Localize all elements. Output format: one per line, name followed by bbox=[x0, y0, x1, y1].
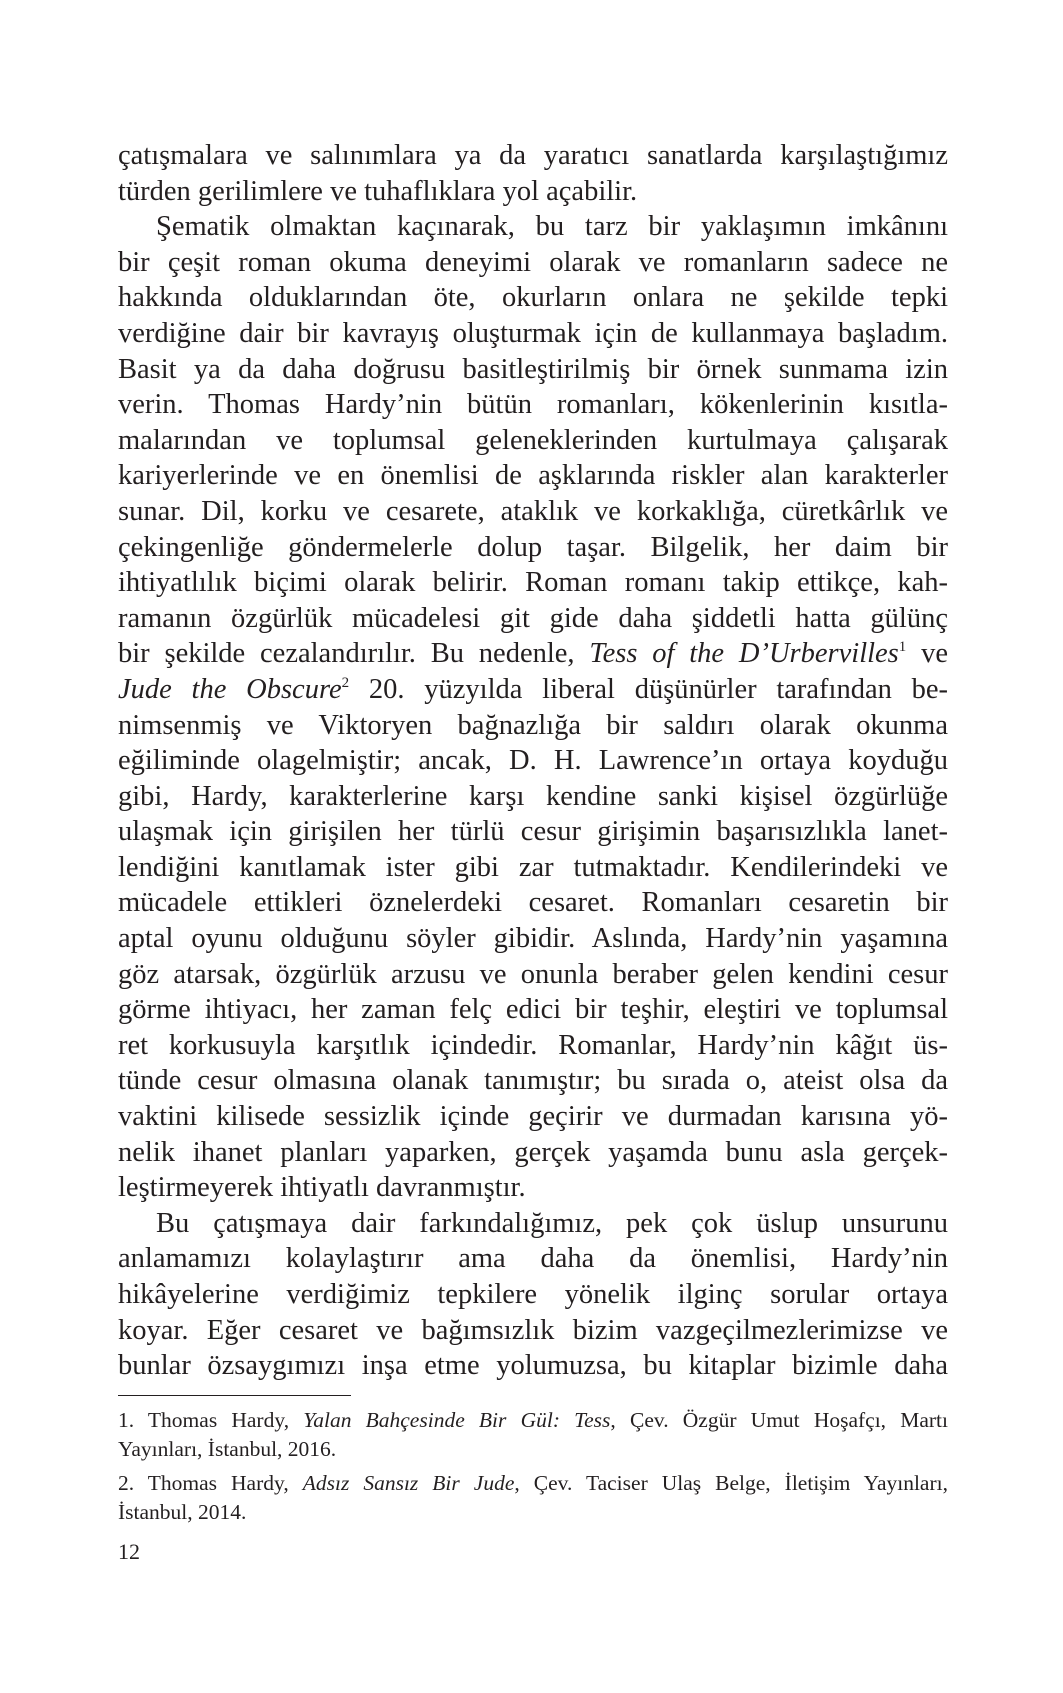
footnote-text: 2. Thomas Hardy, bbox=[118, 1471, 303, 1495]
body-line: verdiğine dair bir kavrayış oluşturmak için de kullanmaya başladım. bbox=[118, 317, 948, 349]
body-line: bunlar özsaygımızı inşa etme yolumuzsa, bu kitaplar bizimle daha bbox=[118, 1350, 948, 1382]
book-title-jude: Jude the Obscure bbox=[118, 673, 342, 705]
footnote-line: Yayınları, İstanbul, 2016. bbox=[118, 1437, 337, 1461]
body-line: kariyerlerinde ve en önemlisi de aşklarında riskler alan karakterler bbox=[118, 460, 948, 492]
body-line: verin. Thomas Hardy’nin bütün romanları, kökenlerinin kısıtla- bbox=[118, 389, 948, 421]
body-line-text: 20. yüzyılda liberal düşünürler tarafından be- bbox=[349, 673, 949, 705]
body-line: Basit ya da daha doğrusu basitleştirilmiş bir örnek sunmama izin bbox=[118, 353, 948, 385]
body-line: leştirmeyerek ihtiyatlı davranmıştır. bbox=[118, 1172, 526, 1204]
body-line: Şematik olmaktan kaçınarak, bu tarz bir yaklaşımın imkânını bbox=[156, 211, 948, 243]
body-line: vaktini kilisede sessizlik içinde geçirir ve durmadan karısına yö- bbox=[118, 1101, 948, 1133]
body-text bbox=[118, 138, 948, 1384]
body-line: nimsenmiş ve Viktoryen bağnazlığa bir saldırı olarak okunma bbox=[118, 709, 948, 741]
footnote-1 bbox=[118, 1406, 948, 1464]
body-line: koyar. Eğer cesaret ve bağımsızlık bizim vazgeçilmezlerimizse ve bbox=[118, 1314, 948, 1346]
footnote-ref-1: 1 bbox=[898, 639, 907, 656]
body-line: anlamamızı kolaylaştırır ama daha da önemlisi, Hardy’nin bbox=[118, 1243, 948, 1275]
body-line: hikâyelerine verdiğimiz tepkilere yönelik ilginç sorular ortaya bbox=[118, 1279, 948, 1310]
body-line: Bu çatışmaya dair farkındalığımız, pek çok üslup unsurunu bbox=[156, 1207, 948, 1239]
footnote-text: , Çev. Özgür Umut Hoşafçı, Martı bbox=[610, 1408, 948, 1432]
body-line: sunar. Dil, korku ve cesarete, ataklık ve korkaklığa, cüretkârlık ve bbox=[118, 495, 948, 527]
body-line: türden gerilimlere ve tuhaflıklara yol açabilir. bbox=[118, 175, 638, 207]
footnote-ref-2: 2 bbox=[341, 674, 350, 691]
footnote-book-title: Adsız Sansız Bir Jude bbox=[302, 1471, 515, 1495]
body-line: ihtiyatlılık biçimi olarak belirir. Roman romanı takip ettikçe, kah- bbox=[118, 567, 948, 599]
body-line: aptal oyunu olduğunu söyler gibidir. Aslında, Hardy’nin yaşamına bbox=[118, 923, 948, 955]
page-number: 12 bbox=[118, 1539, 140, 1564]
body-line: bir çeşit roman okuma deneyimi olarak ve romanların sadece ne bbox=[118, 246, 948, 278]
body-line: mücadele ettikleri öznelerdeki cesaret. Romanları cesaretin bir bbox=[118, 887, 948, 919]
footnote-text: 1. Thomas Hardy, bbox=[118, 1408, 304, 1432]
body-line: görme ihtiyacı, her zaman felç edici bir teşhir, eleştiri ve toplumsal bbox=[118, 994, 948, 1026]
body-line: çatışmalara ve salınımlara ya da yaratıcı sanatlarda karşılaştığımız bbox=[118, 140, 948, 171]
body-line: ulaşmak için girişilen her türlü cesur girişimin başarısızlıkla lanet- bbox=[118, 816, 948, 848]
body-line: gibi, Hardy, karakterlerine karşı kendine sanki kişisel özgürlüğe bbox=[118, 780, 948, 812]
book-title-tess: Tess of the D’Urbervilles bbox=[589, 638, 899, 670]
footnote-separator bbox=[118, 1395, 351, 1396]
body-line: eğiliminde olagelmiştir; ancak, D. H. Lawrence’ın ortaya koyduğu bbox=[118, 745, 948, 777]
body-line-text: ve bbox=[906, 638, 949, 670]
footnote-line bbox=[118, 1406, 948, 1435]
body-line: malarından ve toplumsal geleneklerinden kurtulmaya çalışarak bbox=[118, 424, 948, 456]
footnotes bbox=[118, 1406, 948, 1527]
body-line: lendiğini kanıtlamak ister gibi zar tutmaktadır. Kendilerindeki ve bbox=[118, 851, 948, 883]
footnote-line: İstanbul, 2014. bbox=[118, 1500, 247, 1524]
body-line bbox=[118, 672, 948, 708]
footnote-text: , Çev. Taciser Ulaş Belge, İletişim Yayınları, bbox=[514, 1471, 948, 1495]
body-line-text: bir şekilde cezalandırılır. Bu nedenle, bbox=[118, 638, 590, 670]
body-line: nelik ihanet planları yaparken, gerçek yaşamda bunu asla gerçek- bbox=[118, 1136, 948, 1168]
footnote-2 bbox=[118, 1469, 948, 1527]
footnote-book-title: Yalan Bahçesinde Bir Gül: Tess bbox=[303, 1408, 611, 1432]
footnote-line bbox=[118, 1469, 948, 1498]
body-line bbox=[118, 636, 948, 672]
body-line: tünde cesur olmasına olanak tanımıştır; bu sırada o, ateist olsa da bbox=[118, 1065, 948, 1097]
body-line: ret korkusuyla karşıtlık içindedir. Romanlar, Hardy’nin kâğıt üs- bbox=[118, 1029, 948, 1061]
body-line: çekingenliğe göndermelerle dolup taşar. Bilgelik, her daim bir bbox=[118, 531, 948, 563]
body-line: göz atarsak, özgürlük arzusu ve onunla beraber gelen kendini cesur bbox=[118, 958, 948, 990]
body-line: hakkında olduklarından öte, okurların onlara ne şekilde tepki bbox=[118, 282, 948, 314]
body-line: ramanın özgürlük mücadelesi git gide daha şiddetli hatta gülünç bbox=[118, 602, 948, 634]
